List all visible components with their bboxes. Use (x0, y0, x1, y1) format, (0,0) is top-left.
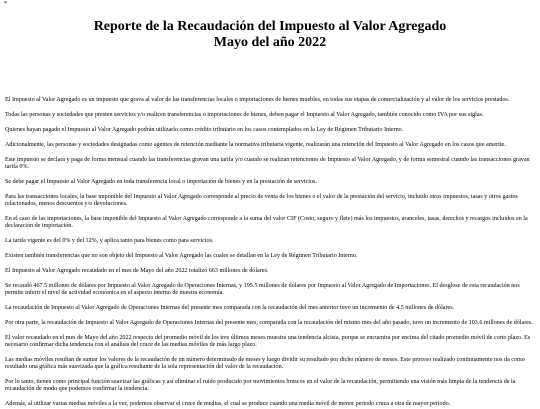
title-line-1: Reporte de la Recaudación del Impuesto al Valor Agregado (93, 19, 447, 34)
paragraph-local-base: Para las transacciones locales, la base imponible del Impuesto al Valor Agregado corresponde al precio de venta de los bienes o el valor de la prestación del servicio, incluido otros impuestos, tasas y otros gastos relacionados, menos descuentos y/o devoluciones. (5, 193, 518, 207)
paragraph-import-base: En el caso de las importaciones, la base imponible del Impuesto al Valor Agregado corresponde a la suma del valor CIF (Costo, seguro y flete) más los impuestos, aranceles, tasas, derechos y recargos incluidos en la declaración de importación. (5, 215, 528, 230)
paragraph-withholding: Adicionalmente, las personas y sociedades designadas como agentes de retención mediante la normativa tributaria vigente, realizarán una retención del Impuesto al Valor Agregado en los casos que amerite. (5, 141, 506, 148)
corner-mark: * (4, 1, 7, 7)
paragraph-definition: El Impuesto al Valor Agregado es un impuesto que grava al valor de las transferencias locales o importaciones de bienes muebles, en todas sus etapas de comercialización y al valor de los servicios prestados. (5, 97, 510, 103)
title-line-2: Mayo del año 2022 (213, 35, 327, 50)
paragraph-crossover: Además, al utilizar varias medias móviles a la vez, podemos observar el cruce de medias, el cual se produce cuando una media móvil de menor periodo cruza a otra de mayor periodo. (5, 401, 451, 408)
paragraph-when-to-pay: Se debe pagar el Impuesto al Valor Agregado en toda transferencia local o importación de bienes y en la prestación de servicios. (5, 178, 317, 185)
paragraph-trend: El valor recaudado en el mes de Mayo del año 2022 respecto del promedio móvil de los tres últimos meses muestra una tendencia alcista, porque se encuentra por encima del citado promedio móvil de corto plazo. Es necesario confirmar dicha tendencia con el análisis del cruce de las medias móviles de más largo plazo. (5, 334, 531, 348)
paragraph-rates: La tarifa vigente es del 0% y del 12%, y aplica tanto para bienes como para servicios. (5, 238, 214, 245)
paragraph-breakdown: Se recaudó 467.5 millones de dólares por Impuesto al Valor Agregado de Operaciones Internas, y 195.5 millones de dólares por Impuesto al Valor Agregado de Importaciones. El desglose de esta recaudación nos permite inferir el nivel de actividad económica en el aspecto interno de nuestra economía. (5, 282, 520, 296)
paragraph-year-comparison: Por otra parte, la recaudación de Impuesto al Valor Agregado de Operaciones Internas del presente mes, comparada con la recaudación del mismo mes del año pasado, tuvo un incremento de 103.6 millones de dólares. (5, 319, 533, 326)
report-body (0, 51, 540, 409)
paragraph-smoothing: Por lo tanto, tienen como principal función suavizar las gráficas y así eliminar el ruido producido por movimientos bruscos en el valor de la recaudación, permitiendo una visión más limpia de la tendencia de la recaudación de modo que podemos confirmar la tendencia. (5, 379, 516, 393)
paragraph-declaration: Este impuesto se declara y paga de forma mensual cuando las transferencias gravan una tarifa y/o cuando se realizan retenciones de Impuesto al Valor Agregado, y de forma semestral cuando las transacciones gravan tarifa 0%. (5, 156, 530, 170)
paragraph-tax-credit: Quienes hayan pagado el Impuesto al Valor Agregado podrán utilizarlo como crédito tributario en los casos contemplados en la Ley de Régimen Tributario Interno. (5, 126, 404, 133)
paragraph-total-collected: El Impuesto al Valor Agregado recaudado en el mes de Mayo del año 2022 totalizó 663 millones de dólares. (5, 267, 269, 274)
paragraph-month-comparison: La recaudación de Impuesto al Valor Agregado de Operaciones Internas del presente mes comparada con la recaudación del mes anterior tuvo un incremento de 4.5 millones de dólares. (5, 304, 455, 311)
paragraph-moving-averages: Las medias móviles resultan de sumar los valores de la recaudación de un número determinado de meses y luego dividir su resultado por dicho número de meses. Este proceso realizado continuamente nos da como resultado una gráfica más suavizada que la gráfica resultante de la sola representación del valor de la recaudación. (5, 356, 525, 371)
paragraph-who-pays: Todas las personas y sociedades que presten servicios y/o realicen transferencias o importaciones de bienes, deben pagar el Impuesto al Valor Agregado, también conocido como IVA por sus siglas. (5, 111, 484, 118)
paragraph-exemptions: Existen también transferencias que no son objeto del Impuesto al Valor Agregado las cuales se detallan en la Ley de Régimen Tributario Interno. (5, 252, 358, 259)
page-title (0, 0, 540, 51)
